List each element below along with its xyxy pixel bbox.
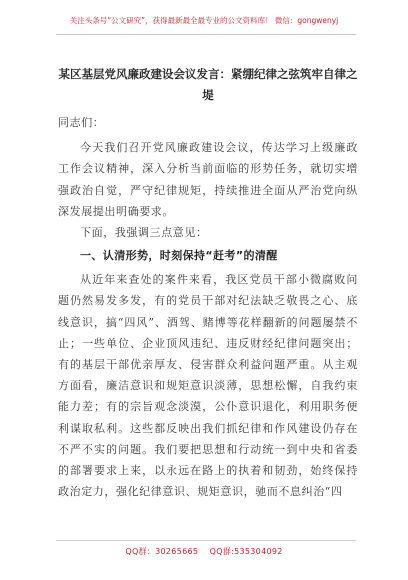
paragraph-points-lead: 下面，我强调三点意见： bbox=[80, 226, 208, 240]
footer-qq-groups: QQ群：30265665 QQ群:535304092 bbox=[125, 547, 283, 556]
section-heading-1: 一、认清形势，时刻保持“赶考”的清醒 bbox=[80, 249, 278, 263]
paragraph-section-1: 从近年来查处的案件来看，我区党员干部小微腐败问题仍然易发多发，有的党员干部对纪法缺乏敬畏之心、底线意识，搞“四风”、酒驾、赌博等花样翻新的问题屡禁不止；一些单位、企业顶风违纪、违反财经纪律问题突出；有的基层干部优亲厚友、侵害群众利益问题严重。从主观方面看，廉洁意识和规矩意识淡薄，思想松懈，自我约束能力差；有的宗旨观念淡漠，公仆意识退化，利用职务便利谋取私利。这些都反映出我们抓纪律和作风建设仍存在不严不实的问题。我们要把思想和行动统一到中央和省委的部署要求上来，以永远在路上的执着和韧劲，始终保持政治定力，强化纪律意识、规矩意识，驰而不息纠治“四 bbox=[58, 273, 358, 499]
header-divider bbox=[56, 34, 356, 35]
page-header bbox=[0, 14, 408, 44]
salutation: 同志们： bbox=[58, 116, 105, 129]
document-body bbox=[58, 64, 358, 502]
paragraph-intro: 今天我们召开党风廉政建设会议，传达学习上级廉政工作会议精神，深入分析当前面临的形势任务，就切实增强政治自觉，严守纪律规矩，持续推进全面从严治党向纵深发展提出明确要求。 bbox=[58, 141, 358, 218]
header-promo-text: 关注头条号“公文研究”，获得最新最全最专业的公文资料库！ 微信：gongwenyj bbox=[69, 16, 339, 25]
document-title: 某区基层党风廉政建设会议发言：紧绷纪律之弦筑牢自律之堤 bbox=[58, 67, 358, 102]
footer-divider bbox=[56, 540, 356, 541]
